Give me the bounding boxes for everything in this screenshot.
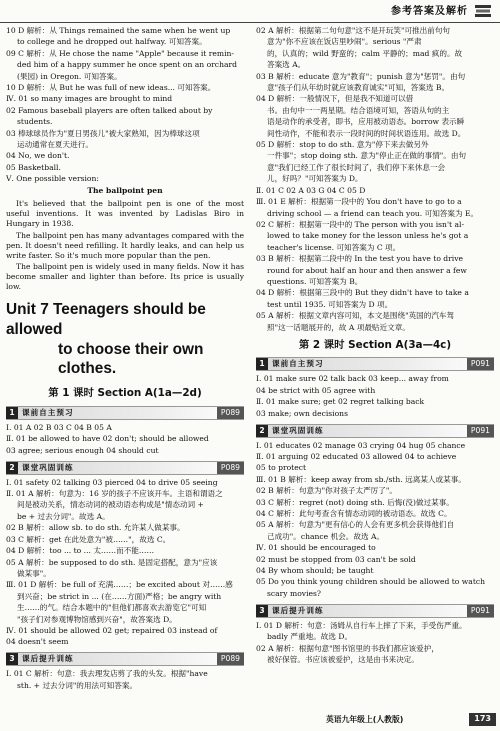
band-title: 课前自主预习 (272, 359, 324, 369)
answer-line: Ⅳ. 01 so many images are brought to mind (6, 94, 173, 104)
answer-line: 儿，好吗？"可知答案为 D。 (267, 174, 363, 184)
answer-line: 照"这一话题展开的，故 A 项最贴近文章。 (267, 322, 410, 332)
answer-line: Ⅰ. 01 safety 02 talking 03 pierced 04 to drive 05 seeing (6, 477, 218, 487)
answer-line: 05 A 解析：根据文章内容可知，本文是围绕"英国的汽车驾 (256, 311, 455, 321)
answer-line: 02 C 解析：根据第一段中的 The person with you isn't al- (256, 219, 465, 229)
answer-line: Ⅳ. 01 should be encouraged to (256, 543, 376, 553)
answer-line: Ⅲ. 01 B 解析：keep away from sb./sth. 远离某人或某事。 (256, 474, 466, 484)
answer-line: 02 A 解析：根据第二句句意"这不是开玩笑"可推出前句句 (256, 26, 451, 35)
section-band (256, 604, 494, 618)
right-top-answers (256, 26, 494, 333)
answer-line: 02 B 解析：allow sb. to do sth. 允许某人做某事。 (6, 523, 185, 533)
answer-line: 意"我们已经工作了很长时间了，我们停下来休息一会 (267, 162, 446, 172)
answer-line: Ⅲ. 01 E 解析：根据第一段中的 You don't have to go to a (256, 197, 462, 207)
answer-line: 02 must be stopped from 03 can't be sold (256, 554, 416, 564)
answer-line: 做某事"。 (17, 568, 51, 578)
answers-block (256, 374, 494, 418)
answer-line: 10 D 解析：从 But he was full of new ideas... 可知答案。 (6, 83, 216, 93)
answer-line: 一件事"；stop doing sth. 意为"停止正在做的事情"。由句 (267, 151, 467, 161)
answer-line: Ⅱ. 01 C 02 A 03 G 04 C 05 D (256, 185, 366, 195)
answer-line: 05 Basketball. (6, 162, 61, 172)
answer-line: 的，认真的；wild 野蛮的；calm 平静的；mad 疯的。故 (267, 48, 463, 58)
band-title: 课堂巩固训练 (22, 462, 74, 472)
answer-line: 运动通常在夏天进行。 (17, 140, 93, 150)
section-band (6, 461, 244, 475)
answer-line: ded him of a happy summer he once spent on an orchard (17, 60, 237, 70)
answer-line: 04 By whom should; be taught (256, 566, 374, 576)
answer-line: Ⅰ. 01 D 解析：句意：汤姆从自行车上摔了下来，手受伤严重。 (256, 620, 467, 630)
band-title: 课前自主预习 (22, 407, 74, 417)
answers-block (6, 478, 244, 648)
band-number: 3 (256, 605, 268, 617)
answer-line: Ⅱ. 01 arguing 02 educated 03 allowed 04 to achieve (256, 451, 457, 461)
band-page: P089 (217, 462, 244, 474)
answer-line: 04 D 解析：根据第三段中的 But they didn't have to take a (256, 288, 469, 298)
answer-line: The ballpoint pen is widely used in many fields. Now it has become smaller and lighter than before. Its price is usually low. (6, 262, 244, 292)
answer-line: 03 make; own decisions (256, 408, 348, 418)
answer-line: 02 B 解析：句意为"你对孩子太严厉了"。 (256, 486, 397, 496)
answer-line: 05 to protect (256, 463, 307, 473)
answer-line: Ⅱ. 01 make sure; get 02 regret talking back (256, 397, 425, 407)
band-number: 3 (6, 653, 18, 665)
band-page: P091 (467, 425, 494, 437)
answer-line: 答案选 A。 (267, 60, 306, 70)
answer-line: 04 D 解析：一般情况下，但是我不知道可以借 (256, 94, 414, 104)
page-footer (320, 712, 500, 730)
answer-line: 05 A 解析：句意为"更有信心的人会有更多机会获得他们自 (256, 520, 455, 530)
answer-line: 02 A 解析：根据句意"图书馆里的书我们都应该爱护， (256, 643, 439, 653)
answer-line: Ⅰ. 01 C 解析：句意：我去理发店剪了我的头发。根据"have (6, 669, 208, 679)
page-header (0, 0, 500, 23)
answer-line: 到兴奋；be strict in ... (在……方面)严格；be angry with (17, 591, 222, 601)
answer-line: teacher's license. 可知答案为 C 项。 (267, 242, 401, 252)
answer-line: 04 No, we don't. (6, 151, 70, 161)
band-page: P089 (217, 407, 244, 419)
right-column (256, 26, 494, 666)
answer-line: students. (17, 117, 53, 127)
answers-block (6, 423, 244, 456)
answer-line: round for about half an hour and then answer a few (267, 265, 467, 275)
answer-line: Ⅱ. 01 be allowed to have 02 don't; should be allowed (6, 434, 209, 444)
answer-line: 03 B 解析：educate 意为"教育"；punish 意为"惩罚"。由句 (256, 71, 466, 81)
answer-line: 03 C 解析：regret (not) doing sth. 后悔(没)做过某事。 (256, 497, 454, 507)
answer-line: Ⅴ. One possible version: (6, 174, 99, 184)
footer-book-title: 英语九年级上(人教版) (326, 715, 404, 724)
answer-line: The ballpoint pen has many advantages compared with the pen. It doesn't need refilling. It hardly leaks, and can help us write faster. So it's much more popular than the pen. (6, 230, 244, 260)
answer-line: 05 A 解析：be supposed to do sth. 是固定搭配，意为"应该 (6, 557, 218, 567)
answer-line: 05 Do you think young children should be allowed to watch (256, 577, 486, 587)
answer-line: Ⅲ. 01 D 解析：be full of 充满……；be excited about 对……感 (6, 580, 233, 590)
answer-line: 意"孩子们从年幼时就应该教育诚实"可知，答案选 B。 (267, 83, 450, 93)
passage-title: The ballpoint pen (87, 186, 163, 196)
answer-line: (果园) in Oregon. 可知答案。 (17, 71, 122, 81)
answer-line: 04 be strict with 05 agree with (256, 385, 376, 395)
answer-line: 间是被动关系，情态动词的被动语态构成是"情态动词 + (17, 500, 204, 510)
band-number: 1 (256, 358, 268, 370)
answer-line: It's believed that the ballpoint pen is one of the most useful inventions. It was invented by Ladislas Biro in Hungary in 1938. (6, 199, 244, 229)
band-page: P089 (217, 653, 244, 665)
left-top-answers (6, 26, 244, 184)
section-band (256, 357, 494, 371)
page-number: 173 (469, 713, 496, 726)
book-stack-icon (474, 3, 492, 19)
answers-block (6, 669, 244, 690)
section-band (256, 424, 494, 438)
answer-line: 意为"你不应该在饭店里吵闹"。serious "严肃 (267, 37, 422, 47)
left-column (6, 26, 244, 692)
answer-line: 书。由句中一一两星期。结合语境可知，答语从句的主 (267, 105, 450, 115)
lesson-title: 第 2 课时 Section A(3a—4c) (298, 338, 452, 351)
answer-line: Ⅳ. 01 should be allowed 02 get; repaired 03 instead of (6, 625, 218, 635)
answer-line: 02 Famous baseball players are often talked about by (6, 105, 213, 115)
answer-line: Ⅰ. 01 make sure 02 talk back 03 keep... away from (256, 374, 449, 384)
answer-line: sth. + 过去分词"的用法可知答案。 (17, 680, 138, 690)
answer-line: test until 1935. 可知答案为 D 项。 (267, 299, 393, 309)
answer-line: Ⅰ. 01 A 02 B 03 C 04 B 05 A (6, 422, 112, 432)
answer-line: questions. 可知答案为 B。 (267, 276, 363, 286)
answer-line: 03 棒球球员作为"夏日男孩儿"被大家熟知，因为棒球这项 (6, 128, 200, 138)
band-number: 1 (6, 407, 18, 419)
answer-line: 09 C 解析：从 He chose the name "Apple" because it remin- (6, 48, 234, 58)
answer-line: 被好保管。书应该被爱护，这是由书来决定。 (267, 655, 419, 665)
band-title: 课堂巩固训练 (272, 425, 324, 435)
answer-line: lowed to take money for the lesson unless he's got a (267, 231, 469, 241)
answer-line: 05 D 解析：stop to do sth. 意为"停下来去做另外 (256, 140, 429, 150)
answer-line: badly 严重地。故选 D。 (267, 632, 353, 642)
band-number: 2 (6, 462, 18, 474)
answer-line: "孩子们对参观博物馆感到兴奋"，故答案选 D。 (17, 614, 177, 624)
band-title: 课后提升训练 (22, 654, 74, 664)
band-number: 2 (256, 425, 268, 437)
answer-line: 04 doesn't seem (6, 637, 69, 647)
section-band (6, 406, 244, 420)
unit-title: Unit 7 Teenagers should be allowed to choose their own clothes. (6, 301, 206, 378)
section-band (6, 652, 244, 666)
band-page: P091 (467, 358, 494, 370)
answer-line: Ⅱ. 01 A 解析：句意为：16 岁的孩子不应该开车。主语和谓语之 (6, 489, 223, 499)
answer-line: scary movies? (267, 588, 321, 598)
answers-block (256, 441, 494, 599)
answer-line: driving school — a friend can teach you. 可知答案为 E。 (267, 208, 479, 218)
lesson-title: 第 1 课时 Section A(1a—2d) (48, 387, 202, 400)
sample-passage (6, 199, 244, 292)
answer-line: 己成功"。chance 机会。故选 A。 (267, 531, 385, 541)
answer-line: 生……的气。结合本题中的"但他们都喜欢去游览它"可知 (17, 603, 207, 613)
answer-line: 03 C 解析：get 在此处意为"被……"，故选 C。 (6, 534, 171, 544)
answer-line: be + 过去分词"。故选 A。 (17, 511, 110, 521)
answer-line: to college and he dropped out halfway. 可知答案。 (17, 37, 207, 47)
header-title: 参考答案及解析 (391, 6, 468, 17)
band-page: P091 (467, 605, 494, 617)
answer-line: 04 C 解析：此句考查含有情态动词的被动语态。故选 C。 (256, 508, 452, 518)
answer-line: 语是动作的承受者，即书，应用被动语态。borrow 表示瞬 (267, 117, 465, 127)
answer-line: 04 D 解析：too ... to ... 太……而不能…… (6, 546, 155, 556)
answer-line: 03 B 解析：根据第二段中的 In the test you have to drive (256, 254, 464, 264)
answers-block (256, 621, 494, 665)
answer-line: Ⅰ. 01 educates 02 manage 03 crying 04 hug 05 chance (256, 440, 466, 450)
answer-line: 10 D 解析：从 Things remained the same when he went up (6, 26, 231, 35)
band-title: 课后提升训练 (272, 605, 324, 615)
answer-line: 03 agree; serious enough 04 should cut (6, 445, 159, 455)
answer-line: 间性动作，不能和表示一段时间的时间状语连用。故选 D。 (267, 128, 466, 138)
